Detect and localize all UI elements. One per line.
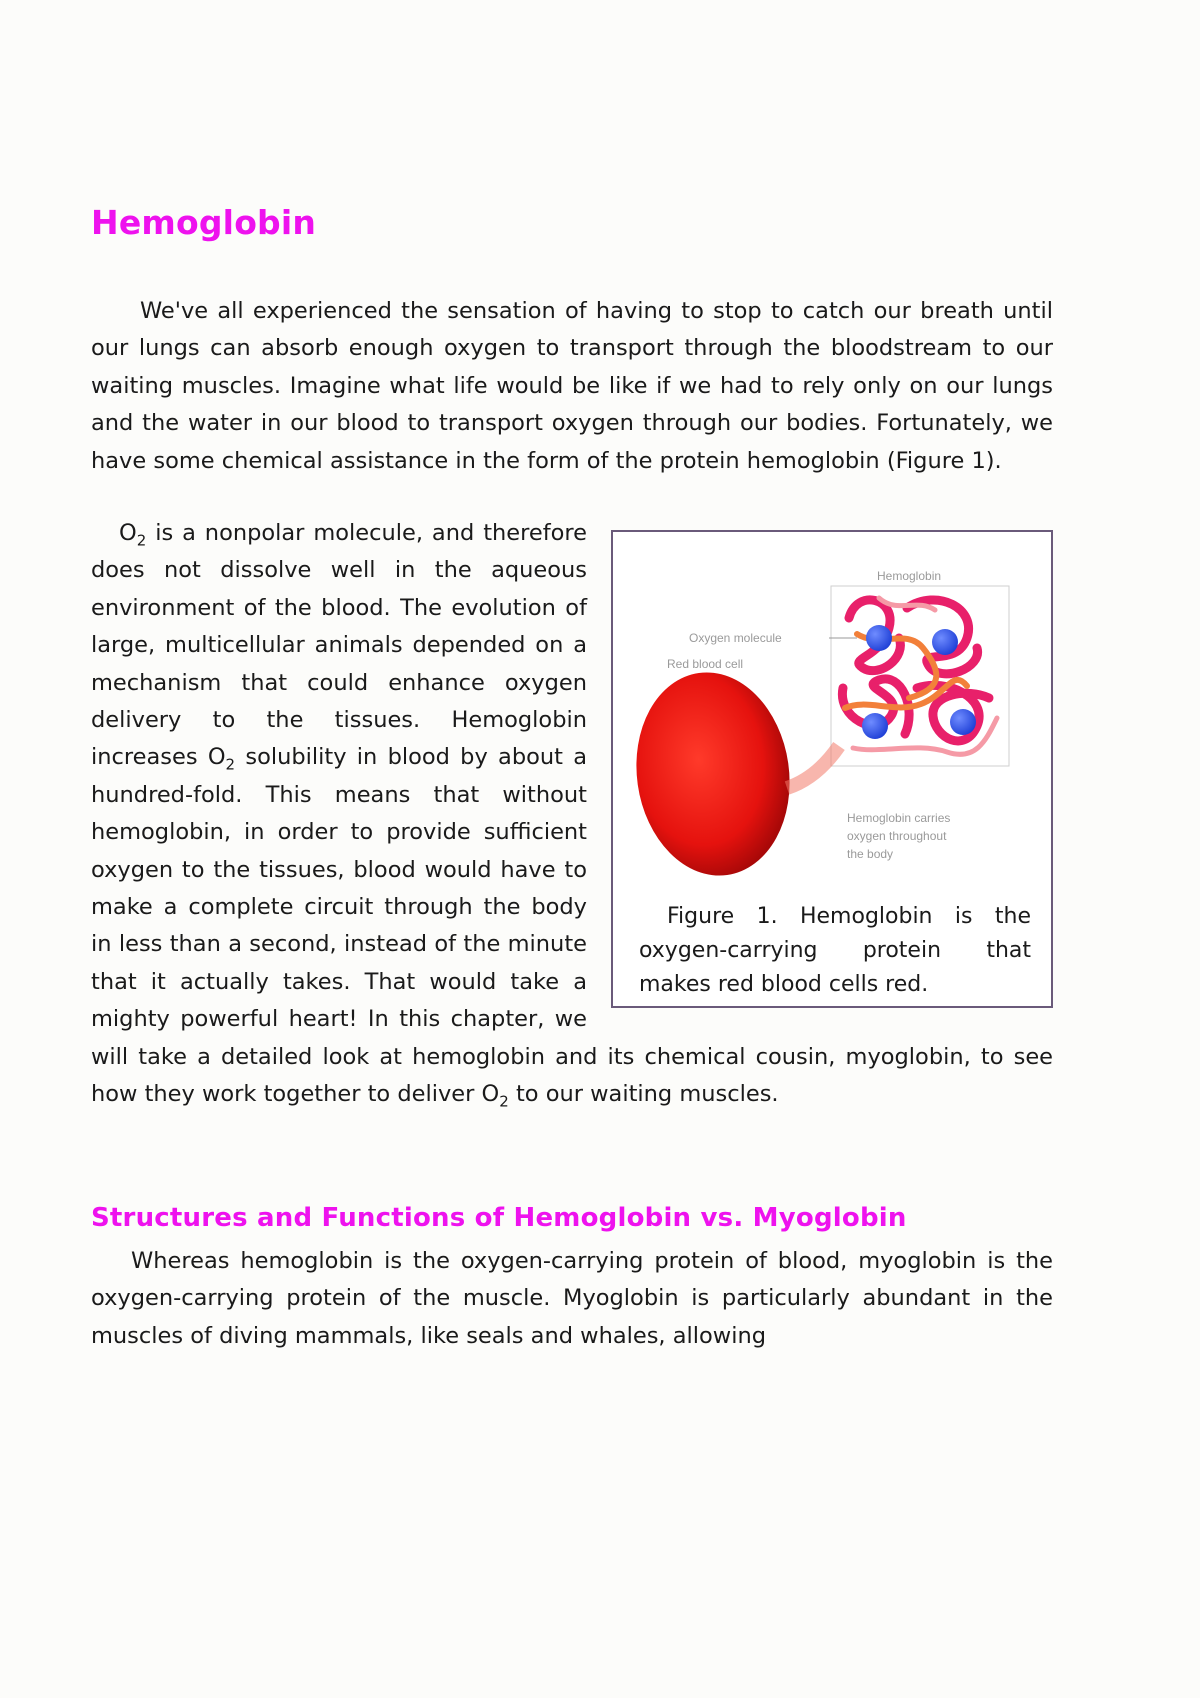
figure-caption: Figure 1. Hemoglobin is the oxygen-carrying protein that makes red blood cells red. [639,904,1031,997]
section-heading: Structures and Functions of Hemoglobin vs. Myoglobin [91,1203,907,1233]
figure-1 [611,530,1053,1008]
red-blood-cell [624,662,803,885]
label-carries-2: oxygen throughout [847,829,947,843]
oxygen-atom [866,625,892,651]
label-carries-3: the body [847,847,894,861]
oxygen-atom [862,713,888,739]
intro-paragraph: We've all experienced the sensation of having to stop to catch our breath until our lungs can absorb enough oxygen to transport through the bloodstream to our waiting muscles. Imagine what life would be like if we had to rely only on our lungs and the water in our blood to transport oxygen through our bodies. Fortunately, we have some chemical assistance in the form of the protein hemoglobin (Figure 1). [91,298,1053,474]
label-oxygen-molecule: Oxygen molecule [689,631,782,645]
o2-symbol: $O_2$ [119,520,147,550]
page-title: Hemoglobin [91,203,317,242]
third-paragraph: Whereas hemoglobin is the oxygen-carrying protein of blood, myoglobin is the oxygen-carrying protein of the muscle. Myoglobin is particularly abundant in the muscles of diving mammals, like seals and whales, allowing [91,1248,1053,1349]
paragraph-text: is a nonpolar molecule, and therefore does not dissolve well in the aqueous environment of the blood. The evolution of large, multicellular animals depended on a mechanism that could enhance oxygen delivery to the tissues. Hemoglobin increases [91,520,587,771]
label-hemoglobin: Hemoglobin [877,569,942,583]
label-red-blood-cell: Red blood cell [667,657,744,671]
oxygen-atom [950,709,976,735]
connector [787,746,839,788]
paragraph-text: solubility in blood by about a hundred-fold. This means that without hemoglobin, in order to provide sufficient oxygen to the tissues, blood would have to make a complete circuit through the body in less than a second, instead of the minute that it actually takes. That would take a mighty powerful heart! In this chapter, we will take a detailed look at hemoglobin and its chemical cousin, myoglobin, to see how they work together to deliver [91,744,1053,1108]
label-carries-1: Hemoglobin carries [847,811,951,825]
o2-symbol: $O_2$ [207,744,236,774]
o2-symbol: $O_2$ [481,1081,509,1111]
paragraph-text: to our waiting muscles. [508,1081,779,1108]
hemoglobin-illustration [617,538,1047,898]
oxygen-atom [932,629,958,655]
second-paragraph [91,515,1053,1114]
